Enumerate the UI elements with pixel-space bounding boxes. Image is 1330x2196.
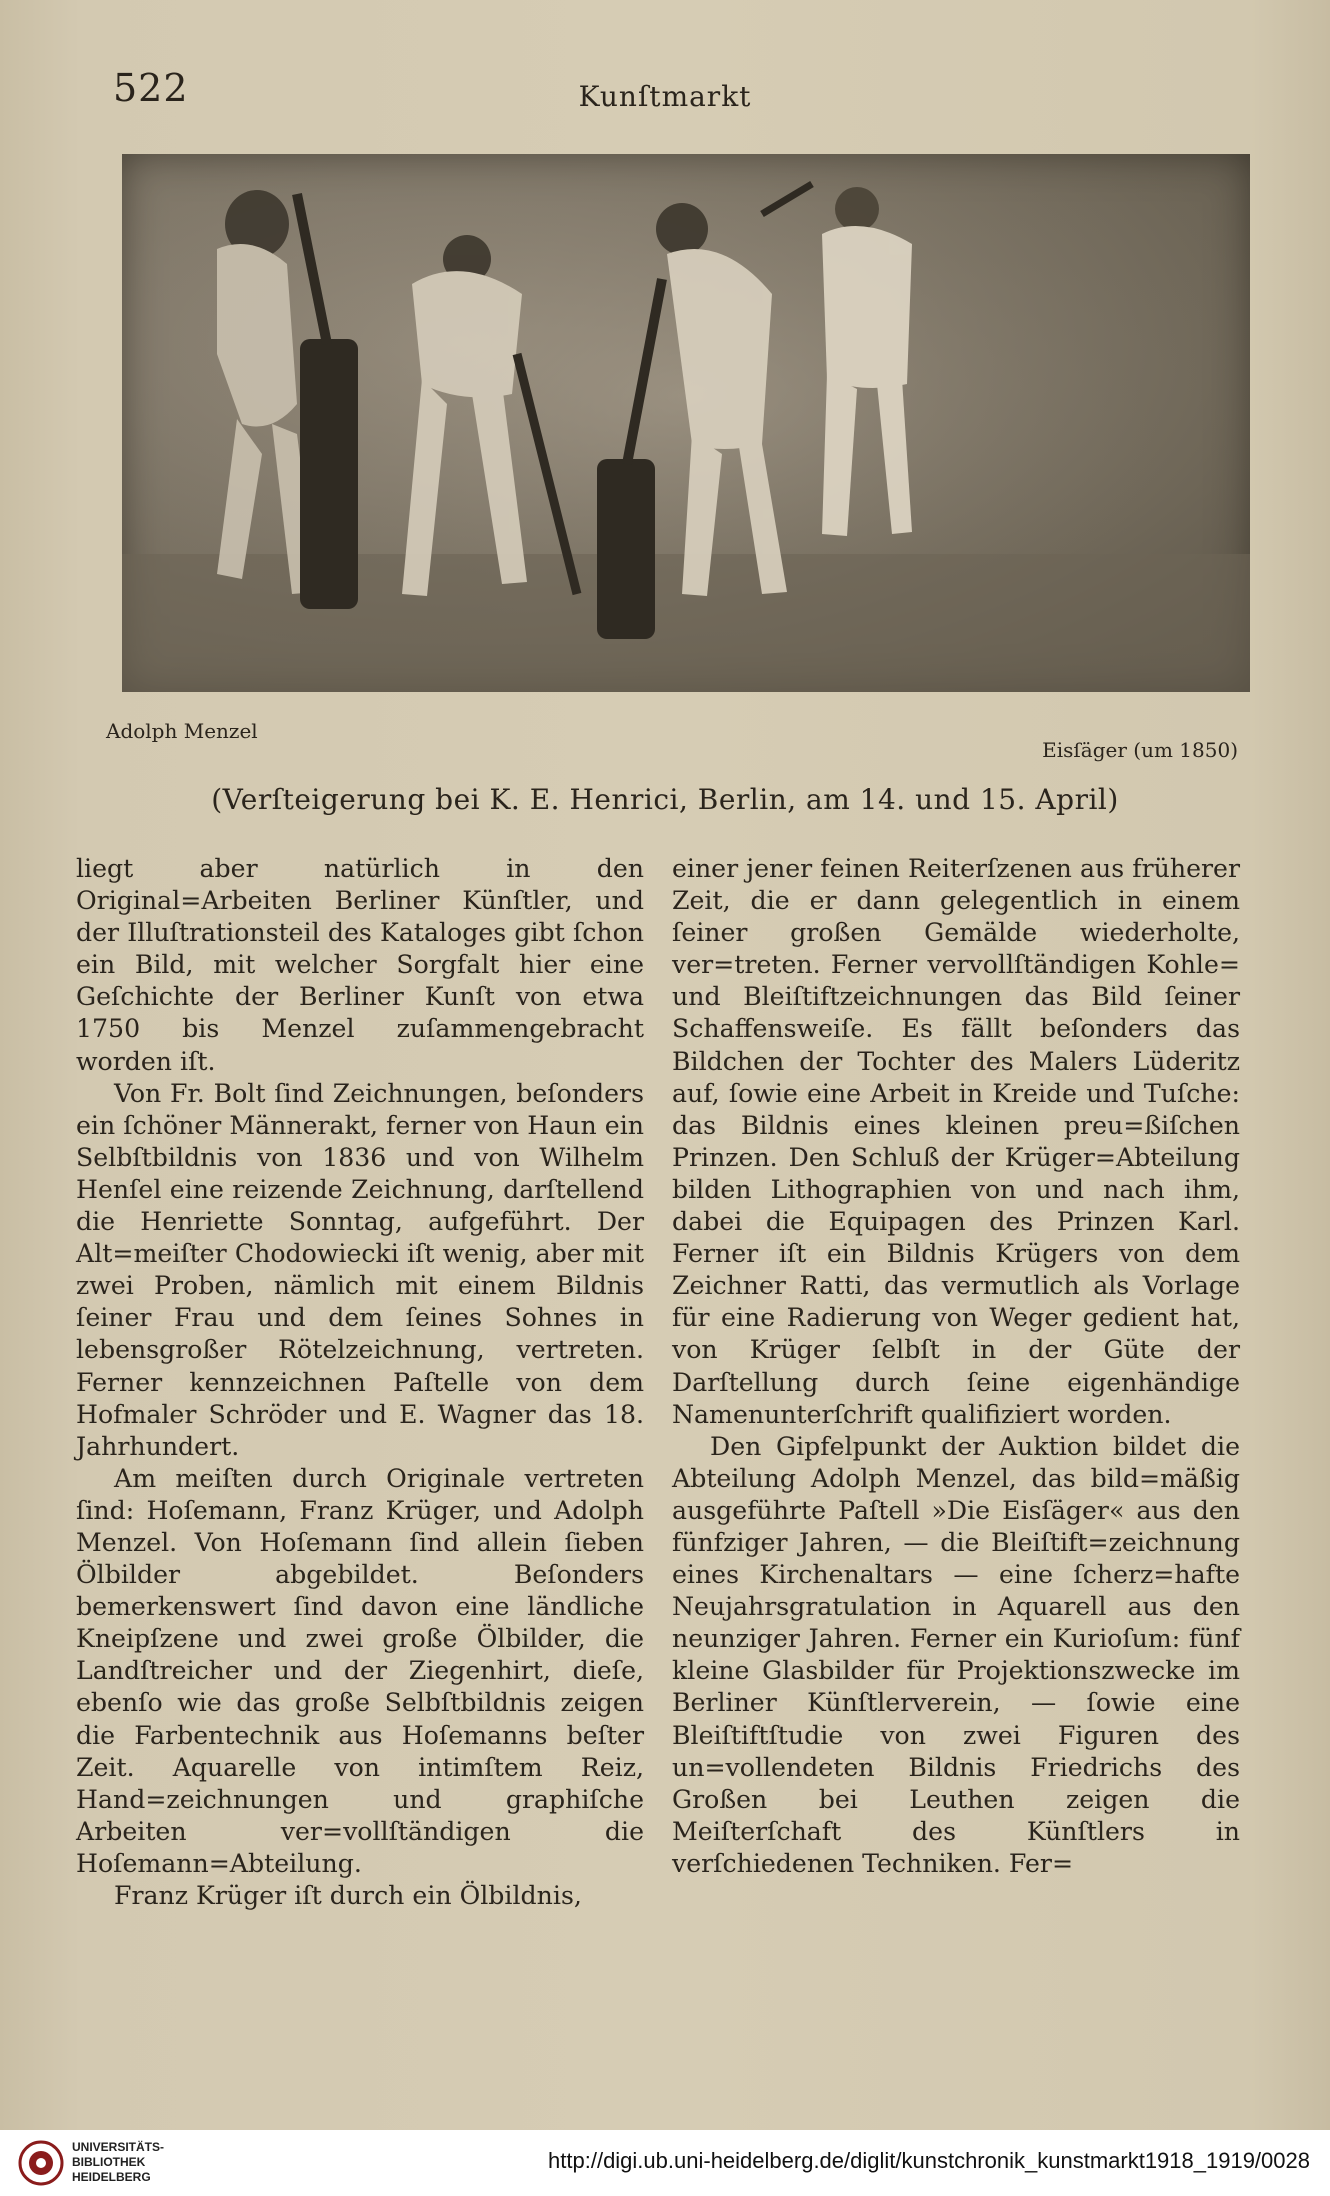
paragraph: einer jener feinen Reiterſzenen aus früherer Zeit, die er dann gelegentlich in einem ſeiner großen Gemälde wiederholte, ver=treten. Ferner vervollſtändigen Kohle= und Bleiſtiftzeichnungen das Bild ſeiner Schaffensweiſe. Es fällt beſonders das Bildchen der Tochter des Malers Lüderitz auf, ſowie eine Arbeit in Kreide und Tuſche: das Bildnis eines kleinen preu=ßiſchen Prinzen. Den Schluß der Krüger=Abteilung bilden Lithographien von und nach ihm, dabei die Equipagen des Prinzen Karl. Ferner iſt ein Bildnis Krügers von dem Zeichner Ratti, das vermutlich als Vorlage für eine Radierung von Weger gedient hat, von Krüger ſelbſt in der Güte der Darſtellung durch ſeine eigenhändige Namenunterſchrift qualifiziert worden. [672, 854, 1240, 1429]
running-head: Kunſtmarkt [578, 80, 752, 113]
right-text-column [672, 853, 1240, 1880]
paragraph: Den Gipfelpunkt der Auktion bildet die Abteilung Adolph Menzel, das bild=mäßig ausgeführte Paſtell »Die Eisſäger« aus den fünfziger Jahren, — die Bleiſtift=zeichnung eines Kirchenaltars — eine ſcherz=hafte Neujahrsgratulation in Aquarell aus den neunziger Jahren. Ferner ein Kurioſum: fünf kleine Glasbilder für Projektionszwecke im Berliner Künſtlerverein, — ſowie eine Bleiſtiftſtudie von zwei Figuren des un=vollendeten Bildnis Friedrichs des Großen bei Leuthen zeigen die Meiſterſchaft des Künſtlers in verſchiedenen Techniken. Fer= [672, 1431, 1240, 1878]
auction-caption: (Verſteigerung bei K. E. Henrici, Berlin, am 14. und 15. April) [211, 783, 1119, 816]
university-seal-icon [18, 2140, 64, 2186]
paragraph: Franz Krüger iſt durch ein Ölbildnis, [114, 1881, 582, 1910]
plate-title-caption: Eisſäger (um 1850) [1042, 738, 1238, 762]
page-number: 522 [113, 66, 189, 110]
source-url-link[interactable]: http://digi.ub.uni-heidelberg.de/diglit/kunstchronik_kunstmarkt1918_1919/0028 [548, 2148, 1310, 2173]
illustration-plate [122, 154, 1250, 692]
paragraph: Am meiſten durch Originale vertreten ſind: Hoſemann, Franz Krüger, und Adolph Menzel. Von Hoſemann ſind allein ſieben Ölbilder abgebildet. Beſonders bemerkenswert ſind davon eine ländliche Kneipſzene und zwei große Ölbilder, die Landſtreicher und der Ziegenhirt, dieſe, ebenſo wie das große Selbſtbildnis zeigen die Farbentechnik aus Hoſemanns beſter Zeit. Aquarelle von intimſtem Reiz, Hand=zeichnungen und graphiſche Arbeiten ver=vollſtändigen die Hoſemann=Abteilung. [76, 1463, 644, 1878]
ice-sawyers-drawing [122, 154, 1250, 692]
digitization-footer [0, 2130, 1330, 2196]
left-text-column [76, 853, 644, 1912]
paragraph: Von Fr. Bolt ſind Zeichnungen, beſonders ein ſchöner Männerakt, ferner von Haun ein Selbſtbildnis von 1836 und von Wilhelm Henſel eine reizende Zeichnung, darſtellend die Henriette Sonntag, aufgeführt. Der Alt=meiſter Chodowiecki iſt wenig, aber mit zwei Proben, nämlich mit einem Bildnis ſeiner Frau und dem ſeines Sohnes in lebensgroßer Rötelzeichnung, vertreten. Ferner kennzeichnen Paſtelle von dem Hofmaler Schröder und E. Wagner das 18. Jahrhundert. [76, 1078, 644, 1461]
library-name: UNIVERSITÄTS- BIBLIOTHEK HEIDELBERG [72, 2140, 165, 2184]
plate-artist-caption: Adolph Menzel [106, 719, 258, 743]
paragraph: liegt aber natürlich in den Original=Arbeiten Berliner Künſtler, und der Illuſtrationsteil des Kataloges gibt ſchon ein Bild, mit welcher Sorgfalt hier eine Geſchichte der Berliner Kunſt von etwa 1750 bis Menzel zuſammengebracht worden iſt. [76, 854, 644, 1076]
